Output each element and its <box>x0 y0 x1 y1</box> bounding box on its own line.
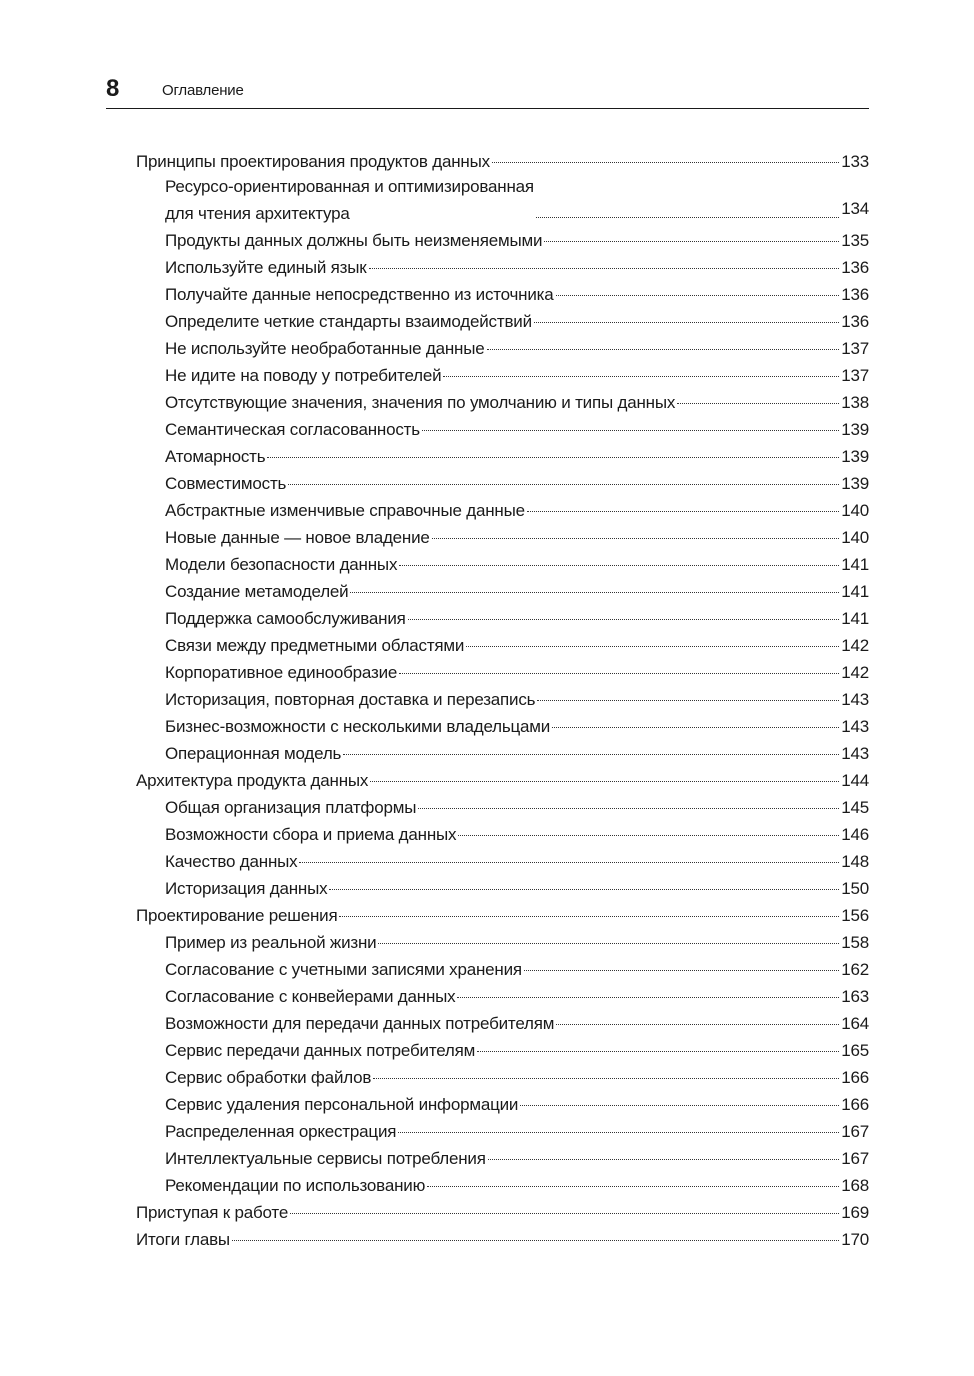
toc-subsection-entry[interactable] <box>165 308 869 335</box>
toc-subsection-entry[interactable] <box>165 254 869 281</box>
toc-dot-leader <box>677 402 839 404</box>
toc-dot-leader <box>232 1239 839 1241</box>
toc-subsection-entry[interactable] <box>165 659 869 686</box>
toc-dot-leader <box>556 1023 839 1025</box>
toc-subsection-entry[interactable] <box>165 713 869 740</box>
toc-subsection-entry[interactable] <box>165 740 869 767</box>
toc-subsection-entry[interactable] <box>165 632 869 659</box>
toc-entry-title: Не идите на поводу у потребителей <box>165 366 442 385</box>
toc-subsection-entry[interactable] <box>165 389 869 416</box>
toc-subsection-entry[interactable] <box>165 497 869 524</box>
toc-page-number: 133 <box>841 152 869 171</box>
toc-dot-leader <box>399 564 839 566</box>
toc-page-number: 142 <box>841 636 869 655</box>
toc-subsection-entry[interactable] <box>165 956 869 983</box>
toc-entry-title: Операционная модель <box>165 744 342 763</box>
toc-page-number: 164 <box>841 1014 869 1033</box>
toc-subsection-entry[interactable] <box>165 578 869 605</box>
toc-dot-leader <box>290 1212 839 1214</box>
toc-dot-leader <box>520 1104 839 1106</box>
toc-dot-leader <box>343 753 839 755</box>
toc-page-number: 158 <box>841 933 869 952</box>
toc-entry-title: Не используйте необработанные данные <box>165 339 485 358</box>
toc-dot-leader <box>299 861 839 863</box>
toc-subsection-entry[interactable] <box>165 281 869 308</box>
toc-page-number: 139 <box>841 420 869 439</box>
toc-dot-leader <box>399 672 839 674</box>
toc-dot-leader <box>544 240 839 242</box>
toc-dot-leader <box>378 942 839 944</box>
toc-entry-title: Сервис передачи данных потребителям <box>165 1041 476 1060</box>
toc-subsection-entry[interactable] <box>165 821 869 848</box>
toc-dot-leader <box>339 915 839 917</box>
toc-page-number: 146 <box>841 825 869 844</box>
toc-dot-leader <box>492 161 839 163</box>
toc-subsection-entry[interactable] <box>165 1172 869 1199</box>
toc-entry-title: Отсутствующие значения, значения по умолчанию и типы данных <box>165 393 676 412</box>
toc-entry-title: Семантическая согласованность <box>165 420 420 439</box>
toc-dot-leader <box>373 1077 839 1079</box>
toc-entry-title-line2: для чтения архитектура <box>165 204 350 223</box>
page-header <box>106 74 869 109</box>
toc-subsection-entry[interactable] <box>165 416 869 443</box>
toc-entry-title-line1: Ресурсо-ориентированная и оптимизированная <box>165 177 534 196</box>
toc-page-number: 139 <box>841 474 869 493</box>
toc-subsection-entry[interactable] <box>165 470 869 497</box>
toc-entry-title: Распределенная оркестрация <box>165 1122 397 1141</box>
toc-subsection-entry[interactable] <box>165 551 869 578</box>
running-title: Оглавление <box>162 82 244 99</box>
toc-page-number: 169 <box>841 1203 869 1222</box>
toc-dot-leader <box>329 888 839 890</box>
toc-dot-leader <box>556 294 840 296</box>
toc-page-number: 165 <box>841 1041 869 1060</box>
toc-subsection-entry[interactable] <box>165 929 869 956</box>
toc-subsection-entry[interactable] <box>165 1091 869 1118</box>
toc-section-entry[interactable] <box>136 148 869 175</box>
toc-entry-title: Бизнес-возможности с несколькими владельцами <box>165 717 551 736</box>
toc-dot-leader <box>350 591 839 593</box>
toc-dot-leader <box>487 348 840 350</box>
toc-entry-title: Сервис удаления персональной информации <box>165 1095 519 1114</box>
toc-subsection-entry[interactable] <box>165 1037 869 1064</box>
toc-dot-leader <box>443 375 839 377</box>
toc-page-number: 143 <box>841 690 869 709</box>
toc-subsection-entry[interactable] <box>165 1118 869 1145</box>
toc-entry-title: Приступая к работе <box>136 1203 289 1222</box>
toc-entry-title: Пример из реальной жизни <box>165 933 377 952</box>
toc-subsection-entry[interactable] <box>165 983 869 1010</box>
toc-dot-leader <box>524 969 839 971</box>
toc-page-number: 141 <box>841 582 869 601</box>
toc-dot-leader <box>488 1158 840 1160</box>
toc-entry-title: Общая организация платформы <box>165 798 417 817</box>
toc-page-number: 144 <box>841 771 869 790</box>
toc-entry-title <box>165 173 534 227</box>
toc-dot-leader <box>288 483 839 485</box>
toc-dot-leader <box>427 1185 839 1187</box>
toc-subsection-entry[interactable] <box>165 335 869 362</box>
toc-entry-title: Связи между предметными областями <box>165 636 465 655</box>
toc-page-number: 137 <box>841 366 869 385</box>
toc-entry-title: Атомарность <box>165 447 266 466</box>
toc-page-number: 167 <box>841 1149 869 1168</box>
toc-page-number: 136 <box>841 312 869 331</box>
toc-entry-title: Используйте единый язык <box>165 258 367 277</box>
toc-entry-title: Интеллектуальные сервисы потребления <box>165 1149 486 1168</box>
toc-entry-title: Получайте данные непосредственно из источника <box>165 285 554 304</box>
toc-entry-title: Историзация, повторная доставка и перезапись <box>165 690 536 709</box>
toc-page-number: 141 <box>841 609 869 628</box>
toc-entry-title: Согласование с конвейерами данных <box>165 987 456 1006</box>
toc-dot-leader <box>418 807 839 809</box>
toc-dot-leader <box>369 267 840 269</box>
toc-page-number: 141 <box>841 555 869 574</box>
toc-subsection-entry[interactable] <box>165 227 869 254</box>
toc-entry-title: Согласование с учетными записями хранения <box>165 960 522 979</box>
toc-dot-leader <box>552 726 839 728</box>
toc-entry-title: Абстрактные изменчивые справочные данные <box>165 501 525 520</box>
toc-subsection-entry[interactable] <box>165 443 869 470</box>
toc-page-number: 148 <box>841 852 869 871</box>
toc-page-number: 150 <box>841 879 869 898</box>
toc-entry-title: Возможности для передачи данных потребителям <box>165 1014 555 1033</box>
toc-dot-leader <box>458 834 839 836</box>
toc-page-number: 168 <box>841 1176 869 1195</box>
toc-dot-leader <box>536 216 839 218</box>
toc-entry-title: Определите четкие стандарты взаимодействий <box>165 312 532 331</box>
toc-entry-title: Возможности сбора и приема данных <box>165 825 457 844</box>
toc-entry-title: Продукты данных должны быть неизменяемыми <box>165 231 543 250</box>
toc-entry-title: Сервис обработки файлов <box>165 1068 372 1087</box>
toc-page-number: 163 <box>841 987 869 1006</box>
toc-page-number: 134 <box>841 199 869 218</box>
toc-subsection-entry[interactable] <box>165 686 869 713</box>
toc-section-entry[interactable] <box>136 767 869 794</box>
toc-dot-leader <box>408 618 840 620</box>
toc-subsection-entry[interactable] <box>165 605 869 632</box>
toc-section-entry[interactable] <box>136 902 869 929</box>
toc-subsection-entry[interactable] <box>165 1145 869 1172</box>
toc-section-entry[interactable] <box>136 1199 869 1226</box>
toc-page-number: 135 <box>841 231 869 250</box>
toc-dot-leader <box>537 699 839 701</box>
toc-entry-title: Совместимость <box>165 474 287 493</box>
toc-entry-title: Итоги главы <box>136 1230 230 1249</box>
toc-entry-title: Рекомендации по использованию <box>165 1176 426 1195</box>
toc-subsection-entry[interactable] <box>165 1064 869 1091</box>
toc-page-number: 140 <box>841 501 869 520</box>
toc-page-number: 162 <box>841 960 869 979</box>
toc-page-number: 156 <box>841 906 869 925</box>
toc-entry-title: Новые данные — новое владение <box>165 528 430 547</box>
toc-entry-title: Модели безопасности данных <box>165 555 398 574</box>
toc-page-number: 140 <box>841 528 869 547</box>
toc-page-number: 166 <box>841 1068 869 1087</box>
toc-entry-title: Архитектура продукта данных <box>136 771 369 790</box>
toc-page-number: 170 <box>841 1230 869 1249</box>
toc-page-number: 136 <box>841 258 869 277</box>
toc-page-number: 166 <box>841 1095 869 1114</box>
toc-subsection-entry[interactable] <box>165 524 869 551</box>
toc-page-number: 136 <box>841 285 869 304</box>
toc-page-number: 143 <box>841 744 869 763</box>
toc-subsection-entry[interactable] <box>165 794 869 821</box>
toc-dot-leader <box>422 429 839 431</box>
toc-dot-leader <box>398 1131 839 1133</box>
toc-subsection-entry[interactable] <box>165 875 869 902</box>
toc-page-number: 167 <box>841 1122 869 1141</box>
toc-dot-leader <box>267 456 839 458</box>
toc-entry-title: Историзация данных <box>165 879 328 898</box>
toc-entry-title: Качество данных <box>165 852 298 871</box>
page-number: 8 <box>106 75 120 102</box>
toc-subsection-entry[interactable] <box>165 848 869 875</box>
toc-dot-leader <box>534 321 839 323</box>
toc-entry-title: Принципы проектирования продуктов данных <box>136 152 490 171</box>
toc-page-number: 138 <box>841 393 869 412</box>
toc-dot-leader <box>527 510 839 512</box>
toc-page-number: 142 <box>841 663 869 682</box>
toc-dot-leader <box>432 537 840 539</box>
toc-dot-leader <box>477 1050 839 1052</box>
toc-page-number: 143 <box>841 717 869 736</box>
toc-entry-title: Проектирование решения <box>136 906 338 925</box>
toc-entry-title: Поддержка самообслуживания <box>165 609 406 628</box>
toc-page-number: 137 <box>841 339 869 358</box>
toc-subsection-entry[interactable] <box>165 1010 869 1037</box>
toc-dot-leader <box>457 996 839 998</box>
toc-subsection-entry[interactable] <box>165 175 869 227</box>
toc-subsection-entry[interactable] <box>165 362 869 389</box>
table-of-contents <box>136 148 869 1253</box>
toc-entry-title: Создание метамоделей <box>165 582 349 601</box>
toc-page-number: 139 <box>841 447 869 466</box>
toc-dot-leader <box>466 645 839 647</box>
toc-dot-leader <box>370 780 839 782</box>
toc-entry-title: Корпоративное единообразие <box>165 663 398 682</box>
toc-section-entry[interactable] <box>136 1226 869 1253</box>
toc-page-number: 145 <box>841 798 869 817</box>
